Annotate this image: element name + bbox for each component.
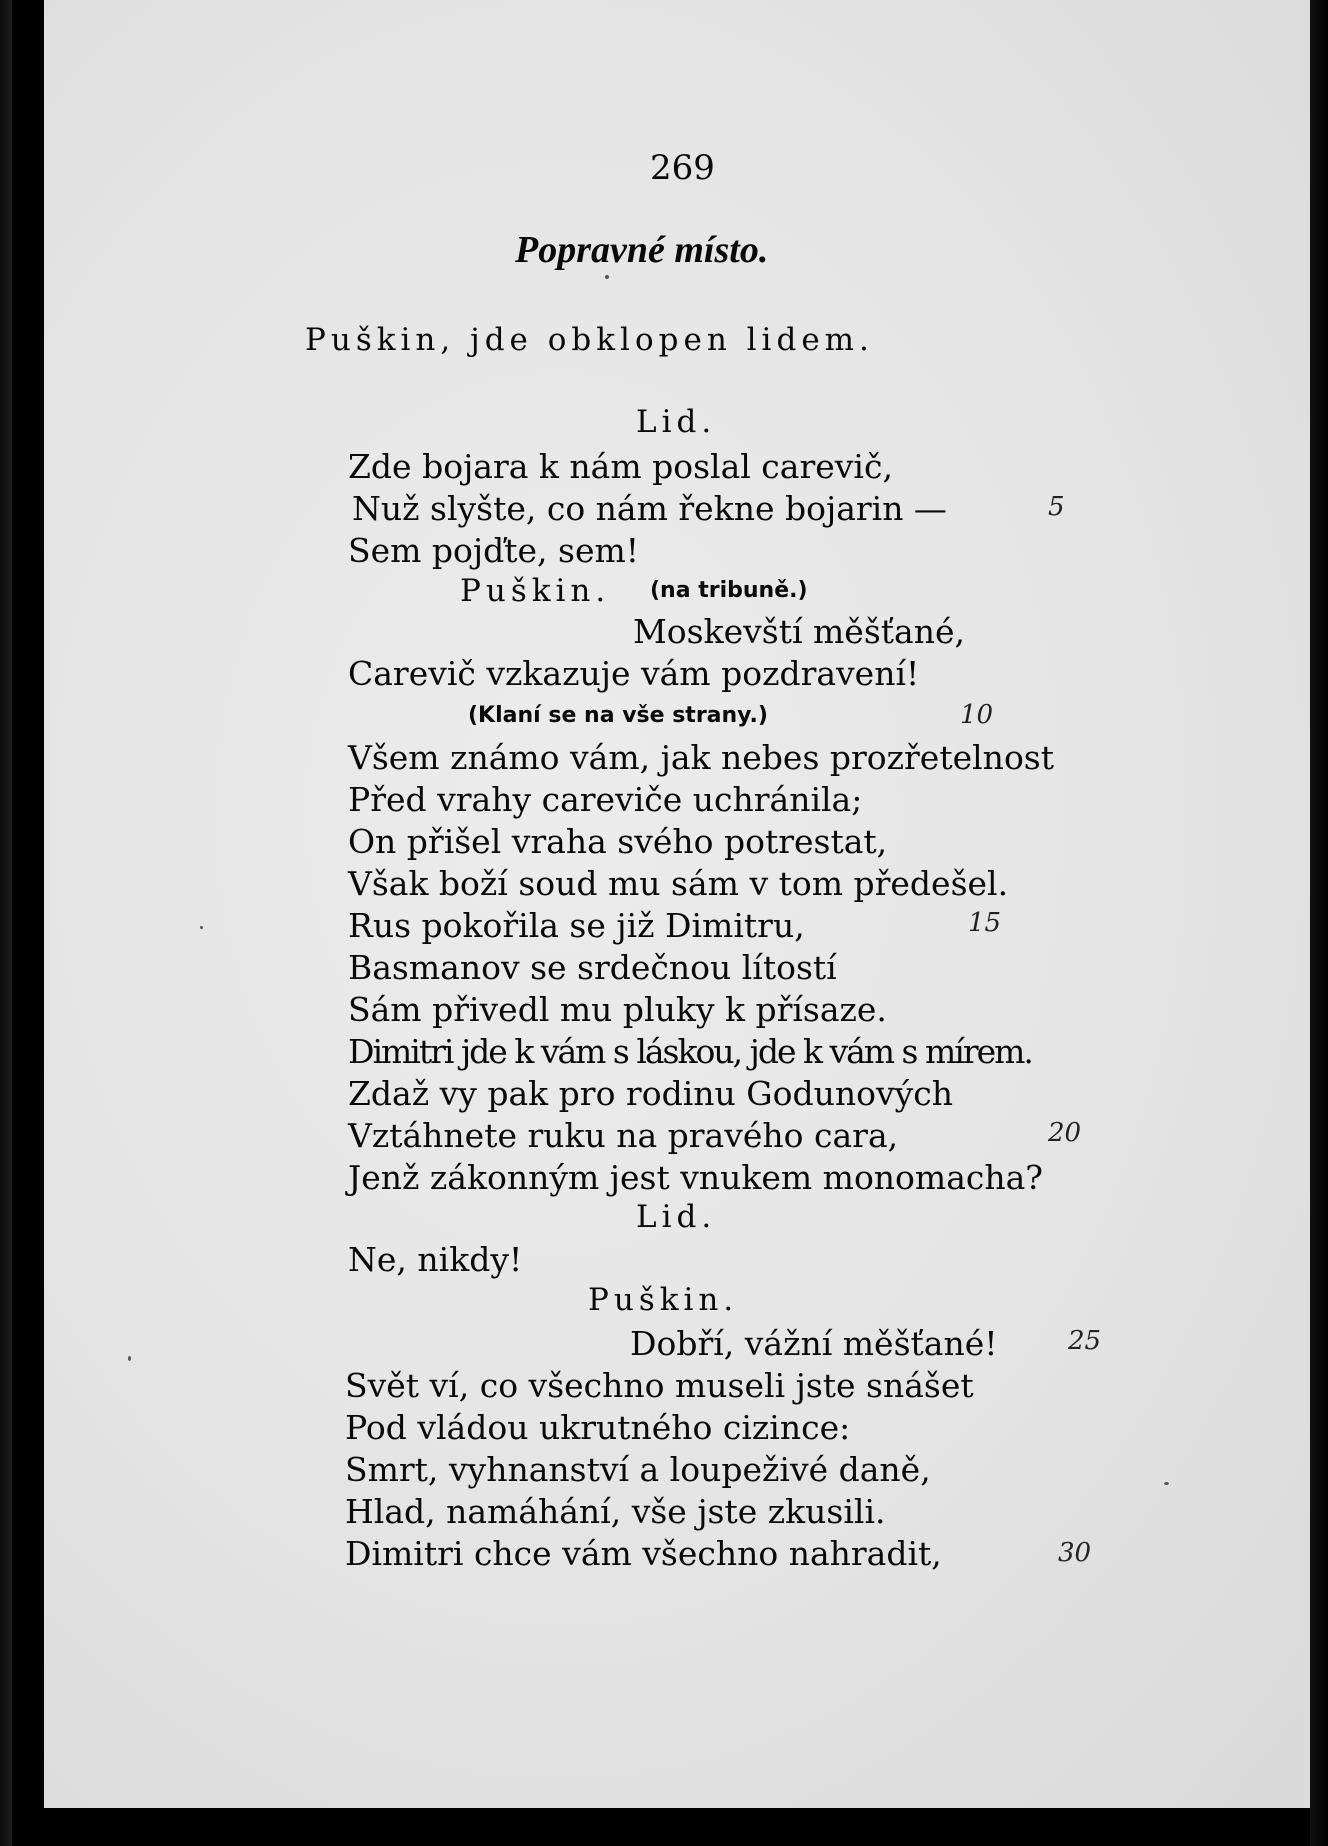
margin-line-number: 25 [1068,1326,1102,1356]
verse-line: Sem pojďte, sem! [348,531,640,570]
margin-line-number: 10 [960,700,994,730]
verse-line: Dimitri chce vám všechno nahradit, [345,1534,942,1573]
verse-line: Všem známo vám, jak nebes prozřetelnost [348,738,1055,777]
verse-line: Ne, nikdy! [348,1240,523,1279]
verse-line: Carevič vzkazuje vám pozdravení! [348,654,920,693]
verse-line: Svět ví, co všechno museli jste snášet [345,1366,974,1405]
page-title: Popravné místo. [515,229,769,271]
verse-line: Dobří, vážní měšťané! [630,1324,998,1363]
scan-speck [1164,1482,1169,1485]
verse-line: Dimitri jde k vám s láskou, jde k vám s mírem. [348,1032,1032,1071]
verse-line: Vztáhnete ruku na pravého cara, [348,1116,899,1155]
verse-line: Pod vládou ukrutného cizince: [345,1408,851,1447]
speaker-lid: Lid. [636,1199,717,1235]
speaker-puskin: Puškin. [460,573,611,609]
verse-line: On přišel vraha svého potrestat, [348,822,888,861]
speaker-lid: Lid. [636,404,717,440]
verse-line: Jenž zákonným jest vnukem monomacha? [348,1158,1043,1197]
margin-line-number: 5 [1048,492,1065,522]
margin-line-number: 15 [968,908,1002,938]
page-number: 269 [650,148,715,188]
verse-line: Nuž slyšte, co nám řekne bojarin — [352,489,947,528]
verse-line: Sám přivedl mu pluky k přísaze. [348,990,887,1029]
scan-speck [605,275,609,279]
verse-line: Zdaž vy pak pro rodinu Godunových [348,1074,953,1113]
stage-direction: (na tribuně.) [650,578,808,603]
verse-line: Smrt, vyhnanství a loupeživé daně, [345,1450,931,1489]
verse-line: Moskevští měšťané, [633,612,965,651]
scan-speck [128,1356,131,1361]
scan-speck [200,926,203,929]
verse-line: Basmanov se srdečnou lítostí [348,948,837,987]
verse-line: Rus pokořila se již Dimitru, [348,906,805,945]
scene-heading: Puškin, jde obklopen lidem. [305,322,874,358]
verse-line: Před vrahy careviče uchránila; [348,780,863,819]
verse-line: Hlad, namáhání, vše jste zkusili. [345,1492,886,1531]
margin-line-number: 20 [1048,1118,1082,1148]
verse-line: Zde bojara k nám poslal carevič, [348,447,893,486]
speaker-puskin: Puškin. [588,1282,739,1318]
stage-direction: (Klaní se na vše strany.) [468,703,768,728]
verse-line: Však boží soud mu sám v tom předešel. [348,864,1009,903]
margin-line-number: 30 [1058,1538,1092,1568]
